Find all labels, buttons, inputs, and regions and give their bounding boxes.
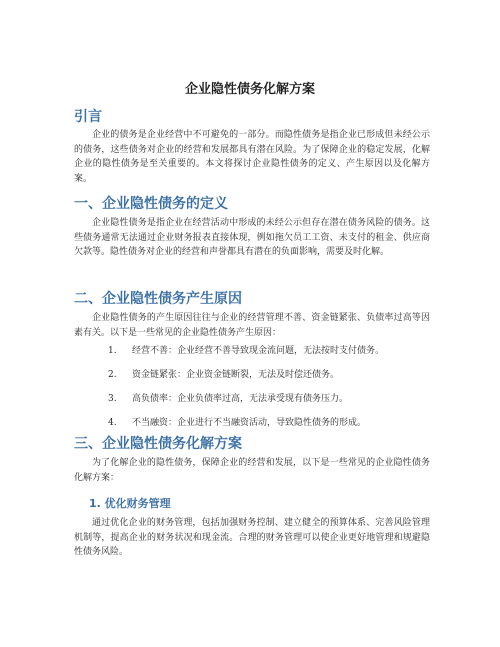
paragraph-financial-management: 通过优化企业的财务管理，包括加强财务控制、建立健全的预算体系、完善风险管理机制等，提高企业的财务状况和现金流。合理的财务管理可以使企业更好地管理和规避隐性债务风险。 — [74, 518, 430, 557]
list-item-number: 1. — [108, 346, 117, 356]
list-item-text: 经营不善：企业经营不善导致现金流问题，无法按时支付债务。 — [132, 346, 385, 356]
list-item-number: 2. — [108, 370, 117, 380]
list-item — [108, 344, 438, 368]
paragraph-introduction: 企业的债务是企业经营中不可避免的一部分。而隐性债务是指企业已形成但未经公示的债务，这些债务对企业的经营和发展都具有潜在风险。为了保障企业的稳定发展，化解企业的隐性债务是至关重要的。本文将探讨企业隐性债务的定义、产生原因以及化解方案。 — [74, 130, 430, 184]
paragraph-solutions: 为了化解企业的隐性债务，保障企业的经营和发展，以下是一些常见的企业隐性债务化解方案： — [74, 458, 430, 483]
list-item-number: 3. — [108, 394, 117, 404]
list-item-number: 4. — [108, 418, 117, 428]
paragraph-definition: 企业隐性债务是指企业在经营活动中形成的未经公示但存在潜在债务风险的债务。这些债务通常无法通过企业财务报表直接体现，例如拖欠员工工资、未支付的租金、供应商欠款等。隐性债务对企业的经营和声誉都具有潜在的负面影响，需要及时化解。 — [74, 218, 430, 257]
heading-solutions: 三、企业隐性债务化解方案 — [74, 436, 242, 452]
list-item-text: 不当融资：企业进行不当融资活动，导致隐性债务的形成。 — [132, 418, 367, 428]
list-item-text: 资金链紧张：企业资金链断裂，无法及时偿还债务。 — [132, 370, 340, 380]
causes-list — [108, 344, 438, 440]
paragraph-causes: 企业隐性债务的产生原因往往与企业的经营管理不善、资金链紧张、负债率过高等因素有关。以下是一些常见的企业隐性债务产生原因： — [74, 313, 430, 338]
heading-causes: 二、企业隐性债务产生原因 — [74, 291, 242, 307]
subheading-financial-management: 1. 优化财务管理 — [89, 497, 171, 510]
heading-introduction: 引言 — [74, 109, 102, 125]
list-item-text: 高负债率：企业负债率过高，无法承受现有债务压力。 — [132, 394, 349, 404]
heading-definition: 一、企业隐性债务的定义 — [74, 196, 228, 212]
list-item — [108, 392, 438, 416]
document-title: 企业隐性债务化解方案 — [184, 82, 315, 97]
list-item — [108, 368, 438, 392]
